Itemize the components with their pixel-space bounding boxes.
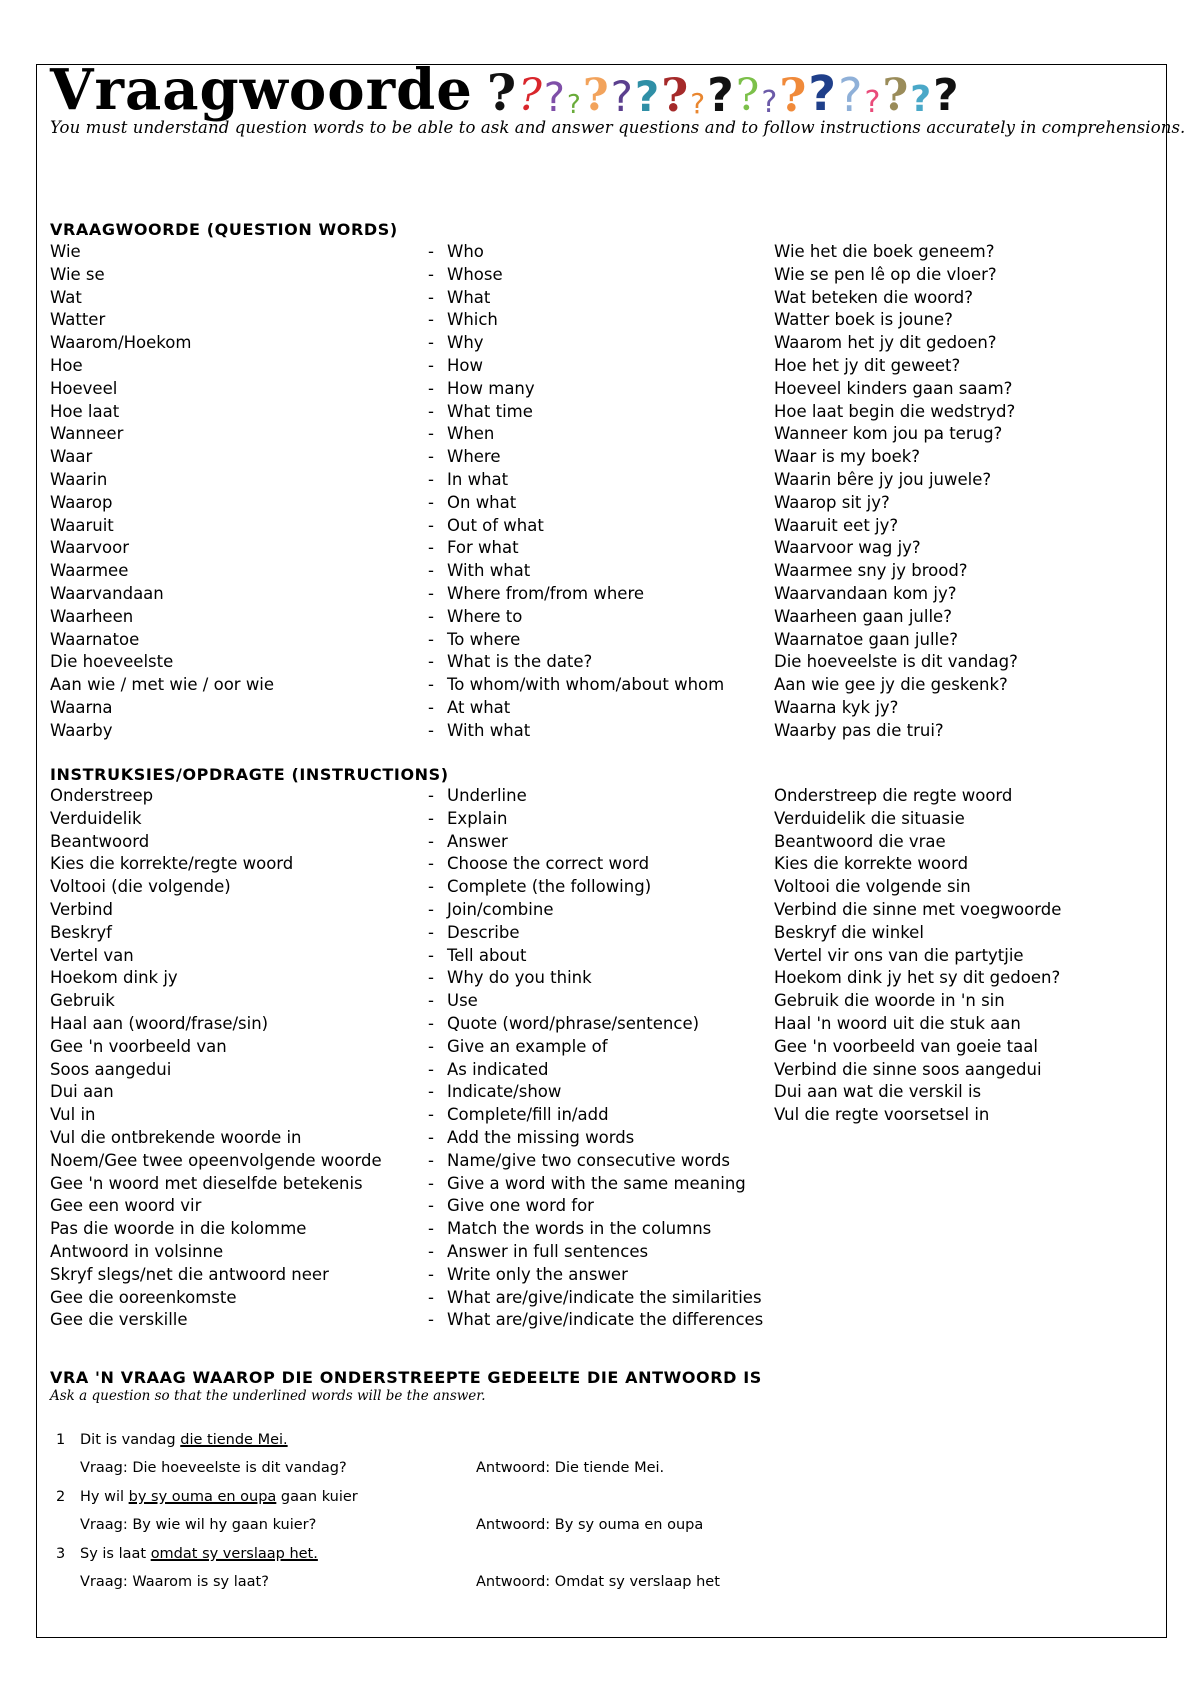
table-row [50, 607, 1130, 630]
afrikaans-term: Waarop [50, 492, 113, 512]
question-mark-glyph: ? [838, 68, 863, 122]
separator-dash: - [428, 899, 434, 919]
sentence-lead: Dit is vandag [80, 1432, 181, 1448]
table-row [50, 288, 1130, 311]
example-sentence [80, 1432, 288, 1448]
english-translation: Complete (the following) [447, 877, 652, 897]
english-translation: Which [447, 310, 498, 330]
table-row [50, 786, 1130, 809]
separator-dash: - [428, 877, 434, 897]
english-translation: Give one word for [447, 1196, 594, 1216]
separator-dash: - [428, 515, 434, 535]
example-sentence: Die hoeveelste is dit vandag? [774, 652, 1018, 672]
english-translation: As indicated [447, 1059, 549, 1079]
english-translation: Name/give two consecutive words [447, 1150, 731, 1170]
question-mark-glyph: ? [882, 70, 909, 121]
example-sentence: Verbind die sinne soos aangedui [774, 1059, 1042, 1079]
table-row [50, 698, 1130, 721]
instructions-table [50, 786, 1130, 1333]
example-sentence: Kies die korrekte woord [774, 854, 969, 874]
afrikaans-term: Die hoeveelste [50, 652, 174, 672]
english-translation: Where from/from where [447, 583, 645, 603]
separator-dash: - [428, 697, 434, 717]
separator-dash: - [428, 401, 434, 421]
page-subtitle: You must understand question words to be able to ask and answer questions and to follow instructions accurately in comprehensions. [50, 118, 1186, 137]
afrikaans-term: Gebruik [50, 991, 115, 1011]
separator-dash: - [428, 333, 434, 353]
separator-dash: - [428, 1264, 434, 1284]
table-row [50, 333, 1130, 356]
separator-dash: - [428, 922, 434, 942]
table-row [50, 946, 1130, 969]
separator-dash: - [428, 991, 434, 1011]
english-translation: For what [447, 538, 519, 558]
afrikaans-term: Wat [50, 287, 82, 307]
table-row [50, 1014, 1130, 1037]
underlined-answer: by sy ouma en oupa [128, 1489, 277, 1505]
table-row [50, 1242, 1130, 1265]
table-row [50, 470, 1130, 493]
afrikaans-term: Vertel van [50, 945, 134, 965]
separator-dash: - [428, 831, 434, 851]
separator-dash: - [428, 447, 434, 467]
afrikaans-term: Watter [50, 310, 106, 330]
example-sentence: Beskryf die winkel [774, 922, 924, 942]
example-sentence: Waaruit eet jy? [774, 515, 899, 535]
example-sentence: Waarop sit jy? [774, 492, 890, 512]
question-mark-glyph: ? [864, 85, 881, 120]
example-sentence: Waarna kyk jy? [774, 697, 899, 717]
afrikaans-term: Wie se [50, 264, 105, 284]
afrikaans-term: Beskryf [50, 922, 112, 942]
example-sentence: Wanneer kom jou pa terug? [774, 424, 1003, 444]
table-row [50, 652, 1130, 675]
table-row [50, 968, 1130, 991]
separator-dash: - [428, 786, 434, 805]
question-mark-glyph: ? [582, 70, 609, 121]
question-mark-glyph: ? [735, 70, 760, 121]
english-translation: What [447, 287, 491, 307]
sentence-lead: Sy is laat [80, 1546, 151, 1562]
english-translation: To where [447, 629, 521, 649]
example-sentence: Verbind die sinne met voegwoorde [774, 899, 1062, 919]
table-row [50, 1265, 1130, 1288]
afrikaans-term: Waarna [50, 697, 113, 717]
afrikaans-term: Hoe [50, 355, 83, 375]
example-sentence: Wie het die boek geneem? [774, 242, 995, 261]
table-row [50, 265, 1130, 288]
table-row [50, 832, 1130, 855]
english-translation: Explain [447, 808, 508, 828]
afrikaans-term: Onderstreep [50, 786, 154, 805]
separator-dash: - [428, 606, 434, 626]
page-title: Vraagwoorde [50, 57, 473, 123]
afrikaans-term: Gee een woord vir [50, 1196, 202, 1216]
question-mark-glyph: ? [518, 70, 542, 121]
english-translation: At what [447, 697, 511, 717]
separator-dash: - [428, 945, 434, 965]
example-sentence: Haal 'n woord uit die stuk aan [774, 1013, 1021, 1033]
question-mark-glyph: ? [661, 68, 689, 122]
separator-dash: - [428, 652, 434, 672]
afrikaans-term: Gee die verskille [50, 1310, 188, 1330]
table-row [50, 1196, 1130, 1219]
underlined-answer: die tiende Mei. [180, 1432, 288, 1448]
table-row [50, 809, 1130, 832]
table-row [50, 923, 1130, 946]
question-mark-glyph: ? [933, 70, 959, 121]
separator-dash: - [428, 854, 434, 874]
question-text: Vraag: By wie wil hy gaan kuier? [80, 1517, 317, 1533]
table-row [50, 1128, 1130, 1151]
afrikaans-term: Hoeveel [50, 378, 118, 398]
table-row [50, 424, 1130, 447]
question-mark-glyph: ? [543, 75, 566, 121]
question-mark-glyph: ? [486, 63, 517, 122]
afrikaans-term: Kies die korrekte/regte woord [50, 854, 294, 874]
afrikaans-term: Haal aan (woord/frase/sin) [50, 1013, 269, 1033]
table-row [50, 379, 1130, 402]
example-number: 2 [56, 1489, 66, 1505]
table-row [50, 242, 1130, 265]
table-row [50, 1105, 1130, 1128]
english-translation: Complete/fill in/add [447, 1105, 609, 1125]
separator-dash: - [428, 469, 434, 489]
afrikaans-term: Hoe laat [50, 401, 120, 421]
separator-dash: - [428, 264, 434, 284]
afrikaans-term: Waarnatoe [50, 629, 140, 649]
example-sentence: Onderstreep die regte woord [774, 786, 1013, 805]
english-translation: Write only the answer [447, 1264, 628, 1284]
example-sentence: Waarheen gaan julle? [774, 606, 952, 626]
answer-text: Antwoord: Omdat sy verslaap het [476, 1574, 720, 1590]
answer-text: Antwoord: Die tiende Mei. [476, 1460, 665, 1476]
english-translation: What are/give/indicate the similarities [447, 1287, 762, 1307]
english-translation: Who [447, 242, 484, 261]
separator-dash: - [428, 1127, 434, 1147]
example-sentence: Beantwoord die vrae [774, 831, 946, 851]
english-translation: On what [447, 492, 517, 512]
afrikaans-term: Waarom/Hoekom [50, 333, 192, 353]
english-translation: What time [447, 401, 533, 421]
example-sentence: Waarmee sny jy brood? [774, 561, 968, 581]
separator-dash: - [428, 1287, 434, 1307]
example-sentence: Hoe laat begin die wedstryd? [774, 401, 1016, 421]
table-row [50, 900, 1130, 923]
ask-question-subheading: Ask a question so that the underlined words will be the answer. [50, 1388, 486, 1404]
ask-question-heading: VRA 'N VRAAG WAAROP DIE ONDERSTREEPTE GEDEELTE DIE ANTWOORD IS [50, 1368, 762, 1387]
separator-dash: - [428, 808, 434, 828]
english-translation: Answer [447, 831, 508, 851]
separator-dash: - [428, 378, 434, 398]
english-translation: Give an example of [447, 1036, 608, 1056]
separator-dash: - [428, 1241, 434, 1261]
english-translation: When [447, 424, 495, 444]
table-row [50, 675, 1130, 698]
table-row [50, 447, 1130, 470]
example-sentence: Hoe het jy dit geweet? [774, 355, 961, 375]
english-translation: Why do you think [447, 968, 592, 988]
question-mark-glyph: ? [634, 72, 660, 121]
table-row [50, 1219, 1130, 1242]
separator-dash: - [428, 629, 434, 649]
separator-dash: - [428, 1082, 434, 1102]
afrikaans-term: Gee 'n woord met dieselfde betekenis [50, 1173, 363, 1193]
table-row [50, 1151, 1130, 1174]
separator-dash: - [428, 1173, 434, 1193]
table-row [50, 1310, 1130, 1333]
question-mark-glyph: ? [707, 68, 734, 122]
afrikaans-term: Waarin [50, 469, 108, 489]
example-sentence: Wat beteken die woord? [774, 287, 974, 307]
afrikaans-term: Skryf slegs/net die antwoord neer [50, 1264, 329, 1284]
afrikaans-term: Vul in [50, 1105, 96, 1125]
table-row [50, 630, 1130, 653]
example-sentence: Verduidelik die situasie [774, 808, 965, 828]
title-row [50, 28, 1090, 123]
example-sentence: Waar is my boek? [774, 447, 921, 467]
example-sentence: Hoekom dink jy het sy dit gedoen? [774, 968, 1061, 988]
question-mark-glyph: ? [808, 66, 837, 122]
separator-dash: - [428, 1310, 434, 1330]
separator-dash: - [428, 538, 434, 558]
question-mark-glyph: ? [761, 85, 778, 120]
example-sentence [80, 1546, 318, 1562]
example-sentence: Vertel vir ons van die partytjie [774, 945, 1024, 965]
english-translation: Out of what [447, 515, 544, 535]
example-sentence: Gebruik die woorde in 'n sin [774, 991, 1005, 1011]
english-translation: With what [447, 720, 531, 740]
english-translation: To whom/with whom/about whom [447, 675, 725, 695]
example-sentence: Waarvoor wag jy? [774, 538, 921, 558]
english-translation: Where [447, 447, 501, 467]
afrikaans-term: Pas die woorde in die kolomme [50, 1219, 307, 1239]
example-sentence: Watter boek is joune? [774, 310, 953, 330]
english-translation: How [447, 355, 483, 375]
question-mark-glyph: ? [690, 87, 706, 120]
example-sentence: Dui aan wat die verskil is [774, 1082, 982, 1102]
example-sentence: Vul die regte voorsetsel in [774, 1105, 990, 1125]
english-translation: Choose the correct word [447, 854, 650, 874]
table-row [50, 721, 1130, 744]
table-row [50, 584, 1130, 607]
table-row [50, 310, 1130, 333]
afrikaans-term: Dui aan [50, 1082, 114, 1102]
english-translation: Describe [447, 922, 520, 942]
table-row [50, 854, 1130, 877]
separator-dash: - [428, 355, 434, 375]
afrikaans-term: Voltooi (die volgende) [50, 877, 231, 897]
table-row [50, 877, 1130, 900]
table-row [50, 493, 1130, 516]
table-row [50, 356, 1130, 379]
afrikaans-term: Beantwoord [50, 831, 150, 851]
english-translation: Add the missing words [447, 1127, 635, 1147]
table-row [50, 991, 1130, 1014]
separator-dash: - [428, 424, 434, 444]
question-words-heading: VRAAGWOORDE (QUESTION WORDS) [50, 220, 398, 239]
afrikaans-term: Aan wie / met wie / oor wie [50, 675, 275, 695]
english-translation: Join/combine [447, 899, 554, 919]
example-sentence: Gee 'n voorbeeld van goeie taal [774, 1036, 1038, 1056]
sentence-trail: gaan kuier [276, 1489, 358, 1505]
question-text: Vraag: Die hoeveelste is dit vandag? [80, 1460, 347, 1476]
afrikaans-term: Hoekom dink jy [50, 968, 178, 988]
separator-dash: - [428, 968, 434, 988]
table-row [50, 1288, 1130, 1311]
separator-dash: - [428, 310, 434, 330]
instructions-heading: INSTRUKSIES/OPDRAGTE (INSTRUCTIONS) [50, 765, 449, 784]
english-translation: Why [447, 333, 484, 353]
afrikaans-term: Waarmee [50, 561, 129, 581]
example-sentence: Waarby pas die trui? [774, 720, 944, 740]
afrikaans-term: Waar [50, 447, 93, 467]
example-sentence [80, 1489, 358, 1505]
underlined-answer: omdat sy verslaap het. [150, 1546, 318, 1562]
table-row [50, 1037, 1130, 1060]
table-row [50, 561, 1130, 584]
question-mark-glyph: ? [610, 72, 633, 121]
example-sentence: Waarin bêre jy jou juwele? [774, 469, 992, 489]
afrikaans-term: Verduidelik [50, 808, 142, 828]
separator-dash: - [428, 583, 434, 603]
english-translation: What is the date? [447, 652, 593, 672]
separator-dash: - [428, 675, 434, 695]
table-row [50, 1082, 1130, 1105]
english-translation: How many [447, 378, 535, 398]
example-sentence: Wie se pen lê op die vloer? [774, 264, 997, 284]
english-translation: Use [447, 991, 478, 1011]
question-mark-glyph: ? [567, 90, 581, 120]
separator-dash: - [428, 1013, 434, 1033]
afrikaans-term: Waarby [50, 720, 113, 740]
afrikaans-term: Verbind [50, 899, 113, 919]
example-sentence: Waarnatoe gaan julle? [774, 629, 959, 649]
english-translation: With what [447, 561, 531, 581]
afrikaans-term: Wie [50, 242, 81, 261]
table-row [50, 538, 1130, 561]
english-translation: Match the words in the columns [447, 1219, 712, 1239]
answer-text: Antwoord: By sy ouma en oupa [476, 1517, 704, 1533]
example-sentence: Waarom het jy dit gedoen? [774, 333, 997, 353]
english-translation: Indicate/show [447, 1082, 562, 1102]
example-sentence: Aan wie gee jy die geskenk? [774, 675, 1008, 695]
afrikaans-term: Gee die ooreenkomste [50, 1287, 237, 1307]
example-sentence: Voltooi die volgende sin [774, 877, 971, 897]
afrikaans-term: Gee 'n voorbeeld van [50, 1036, 227, 1056]
english-translation: Underline [447, 786, 527, 805]
example-number: 1 [56, 1432, 66, 1448]
english-translation: Whose [447, 264, 503, 284]
table-row [50, 402, 1130, 425]
sentence-lead: Hy wil [80, 1489, 129, 1505]
table-row [50, 1060, 1130, 1083]
example-sentence: Waarvandaan kom jy? [774, 583, 957, 603]
question-text: Vraag: Waarom is sy laat? [80, 1574, 269, 1590]
table-row [50, 516, 1130, 539]
separator-dash: - [428, 1105, 434, 1125]
english-translation: Quote (word/phrase/sentence) [447, 1013, 700, 1033]
example-sentence: Hoeveel kinders gaan saam? [774, 378, 1013, 398]
afrikaans-term: Waarvoor [50, 538, 130, 558]
separator-dash: - [428, 561, 434, 581]
question-mark-glyph: ? [779, 68, 807, 122]
english-translation: Give a word with the same meaning [447, 1173, 746, 1193]
question-words-table [50, 242, 1130, 744]
separator-dash: - [428, 287, 434, 307]
question-mark-glyph: ? [910, 79, 932, 120]
afrikaans-term: Waaruit [50, 515, 114, 535]
separator-dash: - [428, 492, 434, 512]
afrikaans-term: Soos aangedui [50, 1059, 172, 1079]
separator-dash: - [428, 242, 434, 261]
question-mark-decoration [486, 63, 961, 122]
english-translation: What are/give/indicate the differences [447, 1310, 764, 1330]
separator-dash: - [428, 1196, 434, 1216]
separator-dash: - [428, 1150, 434, 1170]
afrikaans-term: Wanneer [50, 424, 124, 444]
separator-dash: - [428, 720, 434, 740]
afrikaans-term: Waarheen [50, 606, 134, 626]
afrikaans-term: Antwoord in volsinne [50, 1241, 224, 1261]
example-number: 3 [56, 1546, 66, 1562]
english-translation: Where to [447, 606, 523, 626]
afrikaans-term: Noem/Gee twee opeenvolgende woorde [50, 1150, 382, 1170]
table-row [50, 1174, 1130, 1197]
afrikaans-term: Vul die ontbrekende woorde in [50, 1127, 302, 1147]
english-translation: Tell about [447, 945, 527, 965]
separator-dash: - [428, 1036, 434, 1056]
separator-dash: - [428, 1219, 434, 1239]
english-translation: Answer in full sentences [447, 1241, 649, 1261]
separator-dash: - [428, 1059, 434, 1079]
afrikaans-term: Waarvandaan [50, 583, 164, 603]
english-translation: In what [447, 469, 509, 489]
